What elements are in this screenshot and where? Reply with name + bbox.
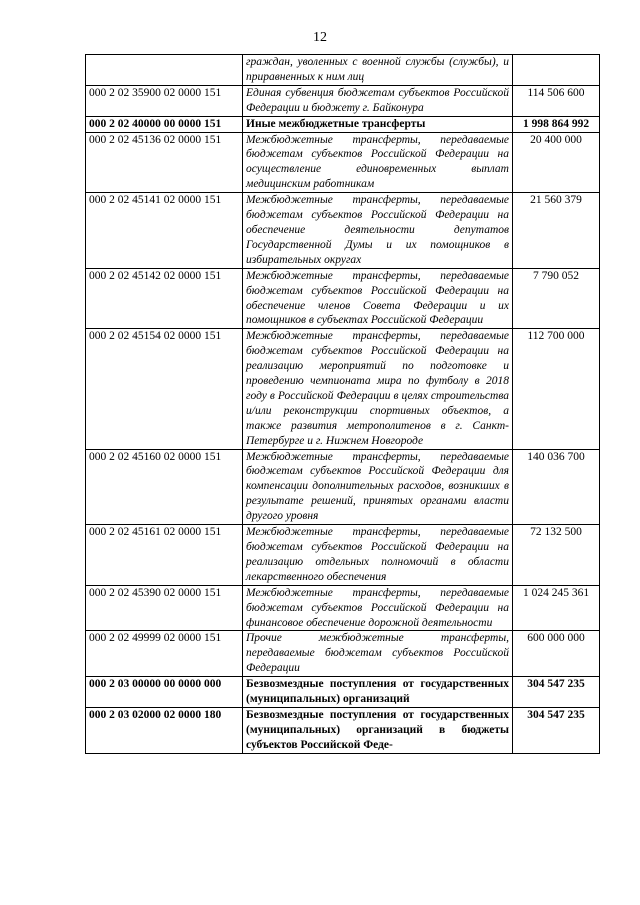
amount-cell: 304 547 235 (513, 707, 600, 753)
amount-cell: 7 790 052 (513, 268, 600, 329)
table-row-total (86, 116, 600, 132)
table-row (86, 268, 600, 329)
description-cell: граждан, уволенных с военной службы (службы), и приравненных к ним лиц (243, 55, 513, 86)
budget-code-cell: 000 2 03 02000 02 0000 180 (86, 707, 243, 753)
description-cell: Единая субвенция бюджетам субъектов Российской Федерации и бюджету г. Байконура (243, 85, 513, 116)
description-cell: Межбюджетные трансферты, передаваемые бюджетам субъектов Российской Федерации для компенсации дополнительных расходов, возникших в результате решений, принятых органами власти другого уровня (243, 449, 513, 525)
amount-cell: 1 998 864 992 (513, 116, 600, 132)
budget-code-cell: 000 2 02 45142 02 0000 151 (86, 268, 243, 329)
amount-cell: 21 560 379 (513, 193, 600, 269)
budget-code-cell: 000 2 03 00000 00 0000 000 (86, 677, 243, 708)
budget-code-cell (86, 55, 243, 86)
table-row-total (86, 707, 600, 753)
amount-cell: 114 506 600 (513, 85, 600, 116)
table-row (86, 55, 600, 86)
budget-code-cell: 000 2 02 45160 02 0000 151 (86, 449, 243, 525)
description-cell: Межбюджетные трансферты, передаваемые бюджетам субъектов Российской Федерации на реализацию мероприятий по подготовке и проведению чемпионата мира по футболу в 2018 году в Российской Федерации в целях строительства и/или реконструкции спортивных объектов, а также развития метрополитенов в г. Санкт-Петербурге и г. Нижнем Новгороде (243, 329, 513, 449)
description-cell: Безвозмездные поступления от государственных (муниципальных) организаций (243, 677, 513, 708)
amount-cell (513, 55, 600, 86)
table-row-total (86, 677, 600, 708)
budget-code-cell: 000 2 02 45161 02 0000 151 (86, 525, 243, 586)
table-row (86, 585, 600, 631)
amount-cell: 112 700 000 (513, 329, 600, 449)
description-cell: Межбюджетные трансферты, передаваемые бюджетам субъектов Российской Федерации на обеспечение членов Совета Федерации и их помощников в субъектах Российской Федерации (243, 268, 513, 329)
budget-code-cell: 000 2 02 45390 02 0000 151 (86, 585, 243, 631)
amount-cell: 1 024 245 361 (513, 585, 600, 631)
budget-table-body (86, 55, 600, 754)
amount-cell: 600 000 000 (513, 631, 600, 677)
budget-code-cell: 000 2 02 45141 02 0000 151 (86, 193, 243, 269)
table-row (86, 132, 600, 193)
table-row (86, 329, 600, 449)
budget-code-cell: 000 2 02 45136 02 0000 151 (86, 132, 243, 193)
budget-code-cell: 000 2 02 49999 02 0000 151 (86, 631, 243, 677)
description-cell: Иные межбюджетные трансферты (243, 116, 513, 132)
description-cell: Безвозмездные поступления от государственных (муниципальных) организаций в бюджеты субъектов Российской Феде- (243, 707, 513, 753)
budget-code-cell: 000 2 02 45154 02 0000 151 (86, 329, 243, 449)
budget-code-cell: 000 2 02 40000 00 0000 151 (86, 116, 243, 132)
amount-cell: 140 036 700 (513, 449, 600, 525)
table-row (86, 631, 600, 677)
table-row (86, 193, 600, 269)
description-cell: Прочие межбюджетные трансферты, передаваемые бюджетам субъектов Российской Федерации (243, 631, 513, 677)
page-number: 12 (313, 30, 327, 45)
amount-cell: 72 132 500 (513, 525, 600, 586)
budget-code-cell: 000 2 02 35900 02 0000 151 (86, 85, 243, 116)
table-row (86, 85, 600, 116)
amount-cell: 304 547 235 (513, 677, 600, 708)
table-row (86, 449, 600, 525)
budget-table (85, 54, 600, 754)
description-cell: Межбюджетные трансферты, передаваемые бюджетам субъектов Российской Федерации на осуществление единовременных выплат медицинским работникам (243, 132, 513, 193)
description-cell: Межбюджетные трансферты, передаваемые бюджетам субъектов Российской Федерации на обеспечение деятельности депутатов Государственной Думы и их помощников в избирательных округах (243, 193, 513, 269)
description-cell: Межбюджетные трансферты, передаваемые бюджетам субъектов Российской Федерации на финансовое обеспечение дорожной деятельности (243, 585, 513, 631)
table-row (86, 525, 600, 586)
description-cell: Межбюджетные трансферты, передаваемые бюджетам субъектов Российской Федерации на реализацию отдельных полномочий в области лекарственного обеспечения (243, 525, 513, 586)
amount-cell: 20 400 000 (513, 132, 600, 193)
